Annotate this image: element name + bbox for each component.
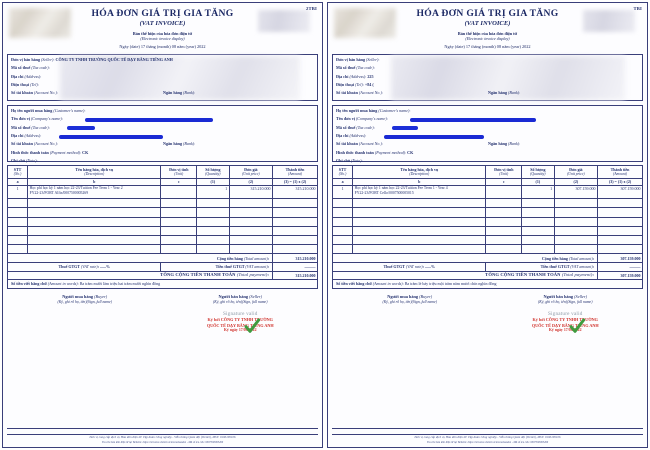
th-unit: Đơn vị tính (Unit) (161, 165, 197, 178)
invoice-date-line: Ngày (date) 17 tháng (month) 08 năm (year) 2022 (444, 44, 531, 50)
footer-line-1: Đơn vị cung cấp dịch vụ Hóa đơn điện tử: Tập đoàn Công nghiệp - Viễn thông Quân đội (Viettel), MST: 0100109106 (414, 435, 561, 440)
invoice-title-vi: HÓA ĐƠN GIÁ TRỊ GIA TĂNG (416, 8, 559, 19)
seller-signature-col (488, 294, 644, 334)
total-payment-label: TỔNG CỘNG TIỀN THANH TOÁN (Total payment): (333, 271, 598, 280)
amount-in-words-value: Ba trăm mười lăm triệu hai trăm mười nghìn đồng (79, 281, 161, 287)
table-row-empty (8, 217, 318, 226)
buyer-name-row: Họ tên người mua hàng (Customer's name): (11, 107, 86, 113)
total-payment-value: 307.159.000 (598, 271, 643, 280)
buyer-taxcode-label-en: (Tax code) (31, 124, 49, 130)
seller-address-label-en: (Address) (349, 73, 366, 79)
invoice-footer-left (7, 434, 318, 444)
buyer-signature-col (7, 294, 163, 334)
seller-bank-label-en: (Bank) (508, 90, 520, 96)
buyer-bank-label: Ngân hàng (163, 141, 182, 147)
signature-line-2: QUỐC TẾ DẠY BẰNG TIẾNG ANH (531, 322, 599, 328)
buyer-company-row: Tên đơn vị (Company's name): (11, 116, 314, 124)
buyer-signature-col (332, 294, 488, 334)
buyer-bank-label-en: (Bank) (508, 141, 520, 147)
signature-line-2: QUỐC TẾ DẠY BẰNG TIẾNG ANH (206, 322, 274, 328)
invoice-header-left (7, 6, 318, 50)
seller-account-label-en: (Account No.) (33, 90, 57, 96)
notes-label: Ghi chú (336, 158, 350, 164)
buyer-address-label-en: (Address) (349, 133, 366, 138)
check-mark-icon (244, 318, 260, 334)
buyer-taxcode-redaction (392, 126, 418, 130)
invoice-note-vi: Bản thể hiện của hóa đơn điện tử (457, 31, 518, 37)
th-amount: Thành tiền (Amount) (273, 165, 318, 178)
footer-line-1: Đơn vị cung cấp dịch vụ Hóa đơn điện tử: Tập đoàn Công nghiệp - Viễn thông Quân đội (Viettel), MST: 0100109106 (89, 435, 236, 440)
invoice-items-table-left (7, 165, 318, 280)
invoice-note-en: (Electronic invoice display) (465, 36, 510, 42)
table-row-empty (8, 235, 318, 244)
vat-amount-label: Tiền thuế GTGT (VAT amount): (486, 262, 598, 271)
seller-phone-label-en: (Tel) (30, 82, 38, 87)
sub-1: (1) (522, 179, 555, 186)
notes-label: Ghi chú (11, 158, 25, 164)
seller-signature-title: Người bán hàng (Seller) (218, 293, 263, 299)
sub-a: a (8, 179, 28, 186)
footer-divider (332, 428, 643, 429)
footer-divider (7, 428, 318, 429)
sub-2: (2) (554, 179, 597, 186)
table-header-row (8, 165, 318, 178)
sub-3: (3) = (1) x (2) (273, 179, 318, 186)
seller-bank-label: Ngân hàng (163, 90, 182, 96)
company-logo-redacted (9, 8, 71, 38)
cell-no: 1 (8, 185, 28, 199)
buyer-notes-row: Ghi chú (Note): (336, 158, 363, 164)
vat-row (333, 262, 643, 271)
sub-c: c (161, 179, 197, 186)
buyer-payment-row: Hình thức thanh toán (Payment method): CK (336, 149, 414, 155)
cell-description (28, 185, 161, 199)
total-amount-row (333, 254, 643, 263)
payment-method-label-en: (Payment method) (374, 149, 405, 155)
buyer-block-right (332, 105, 643, 162)
seller-address-row: Địa chỉ (Address): 225 (336, 73, 374, 79)
buyer-taxcode-label: Mã số thuế (336, 124, 356, 130)
th-description: Tên hàng hóa, dịch vụ (Description) (28, 165, 161, 178)
amount-in-words-label: Số tiền viết bằng chữ (336, 281, 372, 287)
vat-rate-label: Thuế GTGT (VAT rate): ......% (8, 262, 161, 271)
buyer-company-row: Tên đơn vị (Company's name): (336, 116, 639, 124)
table-row-empty (333, 245, 643, 254)
header-blurred-field (258, 10, 310, 32)
table-row (8, 185, 318, 199)
buyer-taxcode-row: Mã số thuế (Tax code): (336, 125, 639, 133)
cell-unit (161, 185, 197, 199)
total-amount-value: 307.159.000 (598, 254, 643, 263)
signature-section-left (7, 294, 318, 334)
buyer-company-label-en: (Company's name) (30, 116, 62, 122)
table-row-empty (333, 235, 643, 244)
seller-address-row: Địa chỉ (Address): (11, 73, 42, 79)
signature-line-3: Ký ngày 17/08/2022 (548, 328, 582, 333)
seller-account-row: Số tài khoản (Account No.): Ngân hàng (Bank): (11, 90, 196, 96)
total-amount-label: Cộng tiền hàng (Total amount): (8, 254, 273, 263)
seller-signature-title: Người bán hàng (Seller) (543, 293, 588, 299)
seller-taxcode-label: Mã số thuế (336, 65, 356, 71)
seller-bank-group: Ngân hàng (Bank): (488, 90, 521, 96)
buyer-company-label: Tên đơn vị (11, 116, 30, 122)
desc-line-2: FY22-23/FORT Cello/0007500005015 (354, 190, 414, 195)
table-row-empty (333, 217, 643, 226)
th-unit-price: Đơn giá (Unit price) (229, 165, 272, 178)
invoice-header-right (332, 6, 643, 50)
company-logo-redacted (334, 8, 396, 38)
buyer-address-label: Địa chỉ (11, 133, 24, 138)
buyer-block-left (7, 105, 318, 162)
amount-in-words-right: Số tiền viết bằng chữ (Amount in words): Ba trăm lẻ bảy triệu một trăm năm mươi chín nghìn đồng (332, 280, 643, 289)
table-row-empty (8, 208, 318, 217)
amount-in-words-label-en: (Amount in words) (47, 281, 78, 287)
buyer-signature-instruction: (Ký, ghi rõ họ, tên)(Sign, full name) (57, 299, 113, 304)
seller-account-label-en: (Account No.) (358, 90, 382, 96)
seller-account-row: Số tài khoản (Account No.): Ngân hàng (Bank): (336, 90, 521, 96)
payment-method-label: Hình thức thanh toán (11, 149, 49, 155)
total-payment-row (8, 271, 318, 280)
buyer-company-label: Tên đơn vị (336, 116, 355, 122)
table-row-empty (333, 199, 643, 208)
vat-row (8, 262, 318, 271)
invoice-corner-code: TBI (633, 6, 642, 11)
buyer-taxcode-redaction (67, 126, 95, 130)
th-quantity: Số lượng (Quantity) (197, 165, 230, 178)
cell-amount: 315.210.000 (273, 185, 318, 199)
seller-taxcode-row: Mã số thuế (Tax code): (11, 65, 50, 71)
payment-method-label-en: (Payment method) (49, 149, 80, 155)
buyer-name-row: Họ tên người mua hàng (Customer's name): (336, 107, 411, 113)
digital-signature-stamp (532, 311, 599, 333)
payment-method-value: CK (407, 149, 414, 155)
buyer-bank-label: Ngân hàng (488, 141, 507, 147)
buyer-account-label-en: (Account No.) (358, 141, 382, 147)
notes-label-en: (Note) (351, 158, 362, 164)
buyer-name-label-en: (Customer's name) (378, 107, 410, 113)
seller-phone-value: +84 ( (364, 82, 374, 87)
total-payment-label: TỔNG CỘNG TIỀN THANH TOÁN (Total payment): (8, 271, 273, 280)
buyer-signature-title: Người mua hàng (Buyer) (387, 293, 433, 299)
amount-in-words-left: Số tiền viết bằng chữ (Amount in words): Ba trăm mười lăm triệu hai trăm mười nghìn đồng (7, 280, 318, 289)
invoice-note-vi: Bản thể hiện của hóa đơn điện tử (132, 31, 193, 37)
seller-unit-label: Đơn vị bán hàng (336, 56, 366, 62)
seller-unit-row: Đơn vị bán hàng (Seller): CÔNG TY TNHH TRƯỜNG QUỐC TẾ DẠY BẰNG TIẾNG ANH (11, 56, 173, 62)
signature-line-1: Ký bởi CÔNG TY TNHH TRƯỜNG (207, 317, 273, 323)
buyer-account-row: Số tài khoản (Account No.): Ngân hàng (Bank): (336, 141, 521, 147)
seller-address-label: Địa chỉ (336, 73, 349, 79)
payment-method-label: Hình thức thanh toán (336, 149, 374, 155)
vat-amount-value: ........... (598, 262, 643, 271)
seller-block-left (7, 54, 318, 101)
cell-description (353, 185, 486, 199)
buyer-taxcode-label: Mã số thuế (11, 124, 31, 130)
invoice-title-en: (VAT INVOICE) (464, 19, 511, 27)
buyer-name-label: Họ tên người mua hàng (336, 107, 378, 113)
buyer-bank-group: Ngân hàng (Bank): (488, 141, 521, 147)
seller-unit-label-en: (Seller) (366, 56, 379, 62)
desc-line-2: FY22-23/FORT AIfis/0007500005269 (29, 190, 89, 195)
seller-address-label-en: (Address) (24, 73, 41, 79)
vat-rate-label: Thuế GTGT (VAT rate): ......% (333, 262, 486, 271)
seller-taxcode-label-en: (Tax code) (356, 65, 374, 71)
buyer-address-redaction (59, 135, 163, 140)
seller-phone-label: Điện thoại (336, 82, 355, 87)
cell-unit (486, 185, 522, 199)
seller-unit-label: Đơn vị bán hàng (11, 56, 41, 62)
signature-valid-text: Signature valid (547, 310, 583, 317)
table-row (333, 185, 643, 199)
total-payment-row (333, 271, 643, 280)
sub-b: b (353, 179, 486, 186)
cell-unit-price: 315.210.000 (229, 185, 272, 199)
desc-line-1: Học phí học kỳ 1 năm học 22-23/Tuition Fee Term 1 - Year 4 (354, 185, 448, 190)
buyer-account-label: Số tài khoản (336, 141, 358, 147)
th-amount: Thành tiền (Amount) (598, 165, 643, 178)
seller-address-value: 225 (367, 73, 374, 79)
seller-phone-label-en: (Tel) (355, 82, 363, 87)
cell-no: 1 (333, 185, 353, 199)
table-row-empty (8, 226, 318, 235)
seller-address-label: Địa chỉ (11, 73, 24, 79)
vat-amount-label: Tiền thuế GTGT (VAT amount): (161, 262, 273, 271)
seller-taxcode-label-en: (Tax code) (31, 65, 49, 71)
buyer-address-redaction (384, 135, 484, 140)
buyer-bank-label-en: (Bank) (183, 141, 195, 147)
buyer-name-label-en: (Customer's name) (53, 107, 85, 113)
seller-unit-label-en: (Seller) (41, 56, 54, 62)
seller-taxcode-row: Mã số thuế (Tax code): (336, 65, 375, 71)
invoice-corner-code: 2TBI (305, 6, 317, 11)
sub-a: a (333, 179, 353, 186)
table-row-empty (8, 245, 318, 254)
buyer-signature-title: Người mua hàng (Buyer) (62, 293, 108, 299)
invoice-date-line: Ngày (date) 17 tháng (month) 08 năm (year) 2022 (119, 44, 206, 50)
table-header-row (333, 165, 643, 178)
footer-line-2: Tra cứu hóa đơn điện tử tại Website: https://sinvoice.viettel.vn/tracuuhoadon - Mã số tra cứu: 0097500005269 (101, 440, 224, 444)
buyer-company-redaction (410, 118, 536, 123)
amount-in-words-label-en: (Amount in words) (372, 281, 403, 287)
buyer-address-row: Địa chỉ (Address): (336, 133, 639, 141)
amount-in-words-label: Số tiền viết bằng chữ (11, 281, 47, 287)
seller-phone-row: Điện thoại (Tel): (11, 82, 39, 87)
total-amount-value: 315.210.000 (273, 254, 318, 263)
th-unit-price: Đơn giá (Unit price) (554, 165, 597, 178)
signature-valid-text: Signature valid (222, 310, 258, 317)
invoice-title-en: (VAT INVOICE) (139, 19, 186, 27)
buyer-notes-row: Ghi chú (Note): (11, 158, 38, 164)
buyer-name-label: Họ tên người mua hàng (11, 107, 53, 113)
buyer-account-label-en: (Account No.) (33, 141, 57, 147)
buyer-account-label: Số tài khoản (11, 141, 33, 147)
cell-quantity: 1 (522, 185, 555, 199)
invoice-footer-right (332, 434, 643, 444)
seller-taxcode-label: Mã số thuế (11, 65, 31, 71)
buyer-address-row: Địa chỉ (Address): (11, 133, 314, 141)
buyer-address-label-en: (Address) (24, 133, 41, 138)
th-stt: STT (No.) (333, 165, 353, 178)
footer-line-2: Tra cứu hóa đơn điện tử tại Website: https://sinvoice.viettel.vn/tracuuhoadon - Mã số tra cứu: 0097500005269 (426, 440, 549, 444)
seller-bank-label-en: (Bank) (183, 90, 195, 96)
buyer-address-label: Địa chỉ (336, 133, 349, 138)
seller-phone-label: Điện thoại (11, 82, 30, 87)
seller-unit-value: CÔNG TY TNHH TRƯỜNG QUỐC TẾ DẠY BẰNG TIẾNG ANH (55, 56, 173, 62)
desc-line-1: Học phí học kỳ 1 năm học 22-23/Tuition Fee Term 1 - Year 2 (29, 185, 123, 190)
sub-3: (3) = (1) x (2) (598, 179, 643, 186)
payment-method-value: CK (82, 149, 89, 155)
seller-block-right (332, 54, 643, 101)
th-description: Tên hàng hóa, dịch vụ (Description) (353, 165, 486, 178)
table-row-empty (8, 199, 318, 208)
table-row-empty (333, 226, 643, 235)
buyer-company-redaction (85, 118, 213, 123)
th-quantity: Số lượng (Quantity) (522, 165, 555, 178)
th-stt: STT (No.) (8, 165, 28, 178)
amount-in-words-value: Ba trăm lẻ bảy triệu một trăm năm mươi chín nghìn đồng (404, 281, 497, 287)
seller-bank-label: Ngân hàng (488, 90, 507, 96)
invoice-note-en: (Electronic invoice display) (140, 36, 185, 42)
notes-label-en: (Note) (26, 158, 37, 164)
cell-quantity: 1 (197, 185, 230, 199)
signature-line-1: Ký bởi CÔNG TY TNHH TRƯỜNG (532, 317, 598, 323)
invoice-items-table-right (332, 165, 643, 280)
buyer-company-label-en: (Company's name) (355, 116, 387, 122)
buyer-taxcode-label-en: (Tax code) (356, 124, 374, 130)
check-mark-icon (569, 318, 585, 334)
buyer-payment-row: Hình thức thanh toán (Payment method): CK (11, 149, 89, 155)
invoice-card-right (327, 2, 648, 448)
sub-c: c (486, 179, 522, 186)
vat-amount-value: ........... (273, 262, 318, 271)
total-payment-value: 315.210.000 (273, 271, 318, 280)
signature-section-right (332, 294, 643, 334)
invoice-title-vi: HÓA ĐƠN GIÁ TRỊ GIA TĂNG (91, 8, 234, 19)
seller-signature-instruction: (Ký, ghi rõ họ, tên)(Sign, full name) (212, 299, 268, 304)
header-blurred-field (583, 10, 635, 32)
digital-signature-stamp (207, 311, 274, 333)
cell-amount: 307.159.000 (598, 185, 643, 199)
seller-signature-col (163, 294, 319, 334)
buyer-bank-group: Ngân hàng (Bank): (163, 141, 196, 147)
invoice-card-left (2, 2, 323, 448)
table-row-empty (333, 208, 643, 217)
total-amount-row (8, 254, 318, 263)
buyer-account-row: Số tài khoản (Account No.): Ngân hàng (Bank): (11, 141, 196, 147)
sub-2: (2) (229, 179, 272, 186)
signature-line-3: Ký ngày 17/08/2022 (223, 328, 257, 333)
buyer-taxcode-row: Mã số thuế (Tax code): (11, 125, 314, 133)
seller-phone-row: Điện thoại (Tel): +84 ( (336, 82, 374, 87)
seller-account-label: Số tài khoản (11, 90, 33, 96)
cell-unit-price: 307.159.000 (554, 185, 597, 199)
total-amount-label: Cộng tiền hàng (Total amount): (333, 254, 598, 263)
seller-unit-row: Đơn vị bán hàng (Seller): (336, 56, 380, 62)
buyer-signature-instruction: (Ký, ghi rõ họ, tên)(Sign, full name) (382, 299, 438, 304)
th-unit: Đơn vị tính (Unit) (486, 165, 522, 178)
seller-account-label: Số tài khoản (336, 90, 358, 96)
sub-b: b (28, 179, 161, 186)
sub-1: (1) (197, 179, 230, 186)
seller-signature-instruction: (Ký, ghi rõ họ, tên)(Sign, full name) (537, 299, 593, 304)
seller-bank-group: Ngân hàng (Bank): (163, 90, 196, 96)
